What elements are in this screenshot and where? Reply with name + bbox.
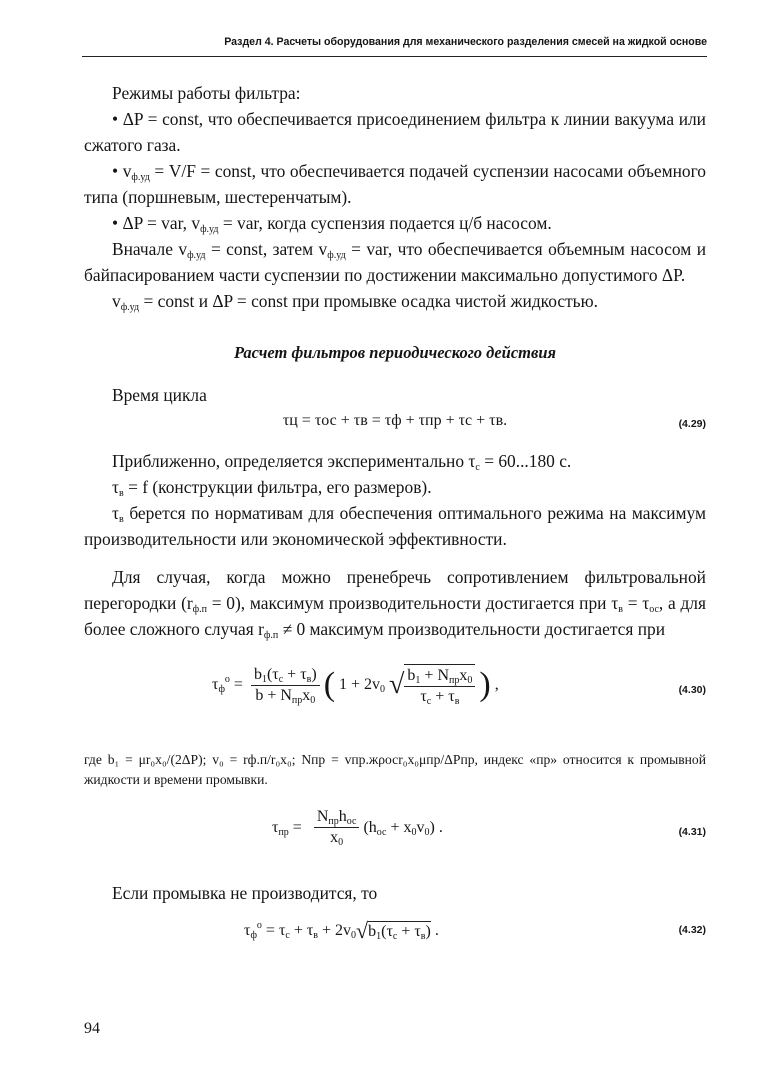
modes-title: Режимы работы фильтра: (112, 83, 301, 103)
eq-number-4-30: (4.30) (678, 684, 706, 696)
cycle-time-label: Время цикла (112, 385, 207, 405)
section-title: Расчет фильтров периодического действия (233, 343, 557, 362)
tau-norm-paragraph: $\tau_в$ берется по нормативам для обеспечения оптимального режима на максимум производительности или экономической эффективности. (84, 503, 706, 549)
formula-4-30-expr: $\tau_ф^о$ = $\frac{b_1(\tau_с + \tau_в)}{b + N_{пр}x_0}$ ( $1 + 2v_0$ √ $\frac{b_1 + N_{пр}x_0}{\tau_с + \tau_в}$ ) , (212, 665, 499, 707)
formula-4-32-expr: $\tau_ф^о = \tau_с + \tau_в + 2v_0√b_1(\tau_с + \tau_в)$ . (244, 918, 439, 943)
eq-number-4-32: (4.32) (678, 924, 706, 936)
no-wash-paragraph: Если промывка не производится, то (112, 883, 378, 903)
eq-number-4-31: (4.31) (678, 826, 706, 838)
formula-4-30 (84, 656, 706, 742)
formula-4-29 (84, 412, 706, 442)
mode-item-2: • $v_{ф.уд} = V/F$ = const, что обеспечивается подачей суспензии насосами объемного типа (поршневым, шестеренчатым). (84, 161, 706, 207)
case-paragraph: Для случая, когда можно пренебречь сопротивлением фильтровальной перегородки $(r_{ф.п} = 0)$, максимум производительности достигается при $\tau_в = \tau_{ос}$, а для более сложного случая $r_{ф.п} \ne 0$ максимум производительности достигается при (84, 567, 706, 641)
formula-4-31-expr: $\tau_{пр}$ = $\frac{N_{пр}h_{ос}}{x_0}$ $(h_{ос} + x_0v_0)$ . (272, 808, 443, 848)
eq-number-4-29: (4.29) (678, 418, 706, 430)
where-paragraph: где b₁ = μr₀x₀/(2ΔP); v₀ = rф.п/r₀x₀; Nпр = vпр.жρосr₀x₀μпр/ΔPпр, индекс «пр» относится к промывной жидкости и времени промывки. (84, 752, 706, 787)
mode-item-1: • ΔP = const, что обеспечивается присоединением фильтра к линии вакуума или сжатого газа. (84, 109, 706, 155)
start-paragraph: Вначале $v_{ф.уд}$ = const, затем $v_{ф.уд}$ = var, что обеспечивается объемным насосом и байпасированием части суспензии по достижении максимально допустимого ΔP. (84, 239, 707, 285)
formula-4-31 (84, 804, 706, 866)
formula-4-29-expr: τц = τос + τв = τф + τпр + τс + τв. (282, 412, 508, 429)
formula-4-32 (84, 914, 706, 950)
header-rule (82, 56, 707, 57)
approx-paragraph: Приближенно, определяется экспериментально $\tau_с = 60...180$ с. (112, 451, 572, 473)
page-number: 94 (84, 1020, 100, 1037)
mode-item-3: • ΔP = var, $v_{ф.уд}$ = var, когда суспензия подается ц/б насосом. (112, 213, 552, 235)
tau-v-paragraph: $\tau_в = f$ (конструкции фильтра, его размеров). (112, 477, 432, 499)
running-header: Раздел 4. Расчеты оборудования для механического разделения смесей на жидкой основе (224, 36, 707, 48)
wash-paragraph: $v_{ф.уд}$ = const и ΔP = const при промывке осадка чистой жидкостью. (112, 291, 598, 313)
page-body (84, 80, 706, 950)
